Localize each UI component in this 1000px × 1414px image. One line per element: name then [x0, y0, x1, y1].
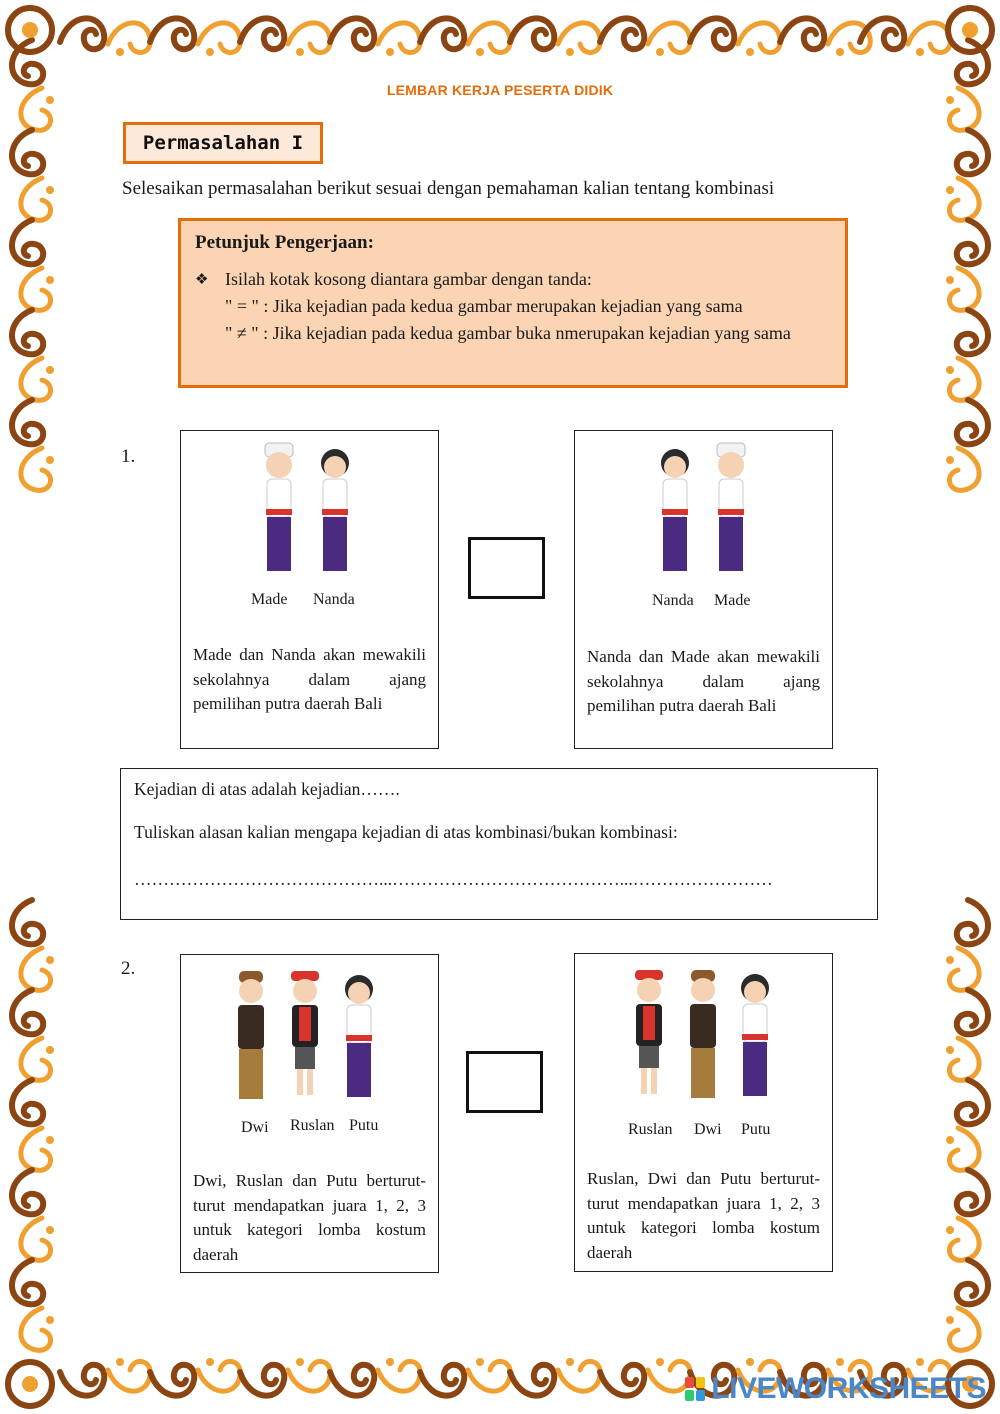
figure-name: Nanda — [652, 592, 694, 609]
card-description: Made dan Nanda akan mewakili sekolahnya dalam ajang pemilihan putra daerah Bali — [193, 645, 426, 713]
answer-line[interactable]: ……………………………………...…………………………………...…………………… — [134, 869, 773, 889]
javanese-figures-illustration — [575, 954, 834, 1114]
problem-title: Permasalahan I — [123, 122, 323, 164]
instructions-box — [178, 218, 848, 388]
balinese-figures-illustration — [575, 431, 834, 591]
instruction-not-equal: " ≠ " : Jika kejadian pada kedua gambar buka nmerupakan kejadian yang sama — [225, 323, 791, 343]
card-description: Ruslan, Dwi dan Putu berturut-turut mendapatkan juara 1, 2, 3 untuk kategori lomba kostum daerah — [587, 1169, 820, 1262]
figure-name: Putu — [741, 1121, 771, 1138]
q1-left-card — [180, 430, 439, 749]
figure-name: Made — [714, 592, 751, 609]
figure-name: Made — [251, 591, 288, 608]
q1-right-card — [574, 430, 833, 749]
liveworksheets-logo-icon — [685, 1377, 705, 1401]
q2-answer-box[interactable] — [466, 1051, 543, 1113]
figure-name: Dwi — [694, 1121, 722, 1138]
diamond-bullet-icon: ❖ — [195, 270, 209, 288]
liveworksheets-logo — [685, 1372, 986, 1406]
figure-name: Ruslan — [290, 1117, 335, 1134]
question-number: 2. — [121, 958, 136, 979]
reason-box — [120, 768, 878, 920]
figure-name: Nanda — [313, 591, 355, 608]
figure-name: Putu — [349, 1117, 379, 1134]
card-description: Dwi, Ruslan dan Putu berturut-turut mendapatkan juara 1, 2, 3 untuk kategori lomba kostum daerah — [193, 1171, 426, 1264]
worksheet-header: LEMBAR KERJA PESERTA DIDIK — [386, 82, 614, 98]
figure-name: Ruslan — [628, 1121, 673, 1138]
instruction-line: Isilah kotak kosong diantara gambar dengan tanda: — [225, 269, 592, 289]
q1-answer-box[interactable] — [468, 537, 545, 599]
q2-left-card — [180, 954, 439, 1273]
balinese-figures-illustration — [181, 431, 440, 591]
q2-right-card — [574, 953, 833, 1272]
instructions-title: Petunjuk Pengerjaan: — [195, 232, 374, 253]
reason-prompt: Tuliskan alasan kalian mengapa kejadian di atas kombinasi/bukan kombinasi: — [134, 822, 678, 842]
reason-question: Kejadian di atas adalah kejadian……. — [134, 779, 400, 799]
instruction-equal: " = " : Jika kejadian pada kedua gambar merupakan kejadian yang sama — [225, 296, 743, 316]
figure-name: Dwi — [241, 1119, 269, 1136]
intro-text: Selesaikan permasalahan berikut sesuai dengan pemahaman kalian tentang kombinasi — [122, 178, 775, 199]
logo-text: LIVEWORKSHEETS — [711, 1372, 986, 1405]
question-number: 1. — [121, 446, 136, 467]
card-description: Nanda dan Made akan mewakili sekolahnya dalam ajang pemilihan putra daerah Bali — [587, 647, 820, 715]
javanese-figures-illustration — [181, 955, 440, 1115]
